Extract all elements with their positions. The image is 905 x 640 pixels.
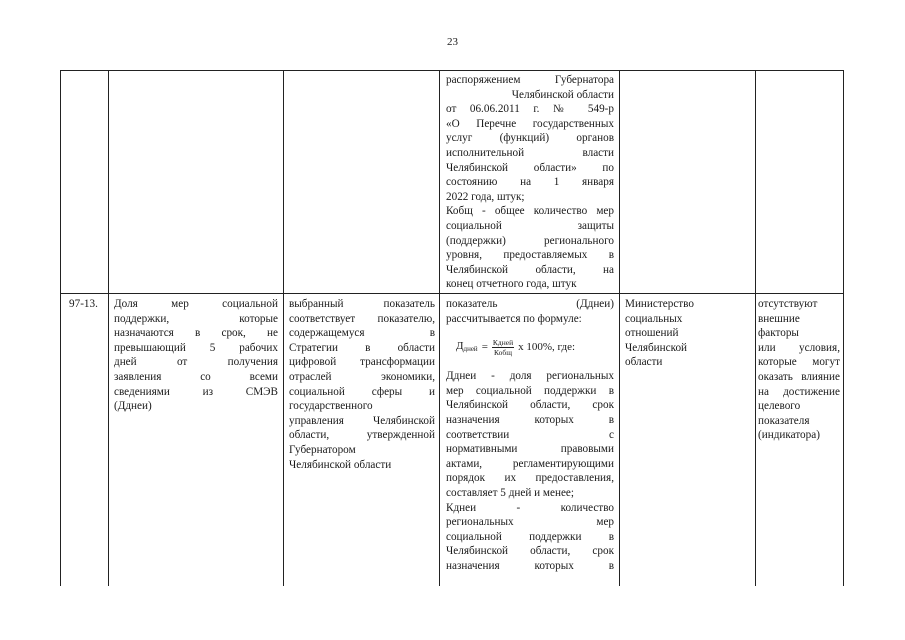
text-line: уровня, предоставляемых в: [446, 249, 614, 262]
text-line: «О Перечне государственных: [446, 117, 614, 130]
text-line: региональных мер: [446, 516, 614, 529]
text-line: 2022 года, штук;: [446, 190, 525, 203]
text-line: соответствует показателю,: [289, 312, 435, 325]
text-line: показатель (Дднеи): [446, 298, 614, 310]
text-line: Челябинской области, срок: [446, 545, 614, 558]
indicator-name-cell: [114, 297, 278, 414]
formula-fraction: [492, 338, 514, 357]
text-line: Министерство: [625, 298, 694, 310]
text-line: конец отчетного года, штук: [446, 278, 577, 291]
text-line: Челябинской: [625, 341, 688, 354]
text-line: (Дднеи): [114, 400, 152, 413]
text-line: рассчитывается по формуле:: [446, 312, 582, 325]
text-line: оказать влияние: [758, 370, 840, 383]
text-line: услуг (функций) органов: [446, 132, 614, 145]
text-line: социальной защиты: [446, 219, 614, 232]
text-line: актами, регламентирующими: [446, 457, 614, 470]
text-line: состоянию на 1 января: [446, 176, 614, 189]
text-line: сведениями из СМЭВ: [114, 385, 278, 398]
text-line: цифровой трансформации: [289, 356, 435, 369]
text-line: Челябинской области: [289, 458, 392, 471]
table-border: [108, 71, 109, 586]
page-number: 23: [447, 36, 458, 48]
text-line: (поддержки) регионального: [446, 234, 614, 247]
text-line: дней от получения: [114, 356, 278, 369]
table-border: [755, 71, 756, 586]
text-line: Челябинской области» по: [446, 161, 614, 174]
formula-tail: х 100%, где:: [518, 341, 576, 354]
text-line: Дднеи - доля региональных: [446, 370, 614, 383]
text-line: отношений: [625, 327, 679, 340]
formula: [456, 338, 614, 357]
text-line: содержащемуся в: [289, 327, 435, 340]
indicator-table: [60, 70, 844, 586]
fraction-denominator: Кобщ: [494, 348, 512, 358]
text-line: выбранный показатель: [289, 298, 435, 310]
text-line: которые могут: [758, 356, 840, 369]
text-line: Кднеи - количество: [446, 501, 614, 514]
text-line: области: [625, 356, 663, 369]
text-line: назначения которых в: [446, 413, 614, 426]
text-line: соответствии с: [446, 428, 614, 441]
text-line: управления Челябинской: [289, 414, 435, 427]
text-line: на достижение: [758, 385, 840, 398]
text-line: показателя: [758, 414, 810, 427]
responsible-cell: [625, 297, 751, 370]
text-line: Челябинской области: [511, 88, 614, 101]
table-border: [843, 71, 844, 586]
row-number-cell: [69, 297, 107, 312]
text-line: социальной поддержки в: [446, 530, 614, 543]
table-border: [619, 71, 620, 586]
text-line: исполнительной власти: [446, 146, 614, 159]
formula-lhs: $Д_{дней}$: [456, 339, 478, 353]
text-line: Стратегии в области: [289, 341, 435, 354]
text-line: отраслей экономики,: [289, 370, 435, 383]
text-line: поддержки, которые: [114, 312, 278, 325]
text-line: целевого: [758, 400, 801, 413]
text-line: от 06.06.2011 г. № 549-р: [446, 103, 614, 116]
text-line: социальной сферы и: [289, 385, 435, 398]
top-row-method-cell: [446, 73, 614, 292]
equals-sign: =: [481, 341, 488, 354]
text-line: заявления со всеми: [114, 370, 278, 383]
text-line: нормативными правовыми: [446, 443, 614, 456]
text-line: области, утвержденной: [289, 429, 435, 442]
fraction-numerator: Кдней: [492, 338, 514, 348]
text-line: порядок их предоставления,: [446, 472, 614, 485]
text-line: Челябинской области, срок: [446, 399, 614, 412]
table-border: [283, 71, 284, 586]
text-line: или условия,: [758, 341, 840, 354]
text-line: Доля мер социальной: [114, 298, 278, 310]
table-border: [439, 71, 440, 586]
text-line: мер социальной поддержки в: [446, 384, 614, 397]
text-line: распоряжением Губернатора: [446, 74, 614, 86]
justification-cell: [289, 297, 435, 472]
calculation-method-cell: [446, 297, 614, 574]
text-line: внешние факторы: [758, 312, 800, 340]
text-line: отсутствуют: [758, 298, 818, 310]
text-line: Кобщ - общее количество мер: [446, 205, 614, 218]
text-line: (индикатора): [758, 429, 820, 442]
external-factors-cell: [758, 297, 840, 443]
text-line: назначения которых в: [446, 559, 614, 572]
text-line: назначаются в срок, не: [114, 327, 278, 340]
text-line: социальных: [625, 312, 683, 325]
row-separator: [61, 293, 844, 294]
text-line: превышающий 5 рабочих: [114, 341, 278, 354]
text-line: Челябинской области, на: [446, 263, 614, 276]
text-line: государственного: [289, 400, 373, 413]
text-line: Губернатором: [289, 443, 356, 456]
row-number: 97-13.: [69, 298, 98, 310]
text-line: составляет 5 дней и менее;: [446, 486, 574, 499]
